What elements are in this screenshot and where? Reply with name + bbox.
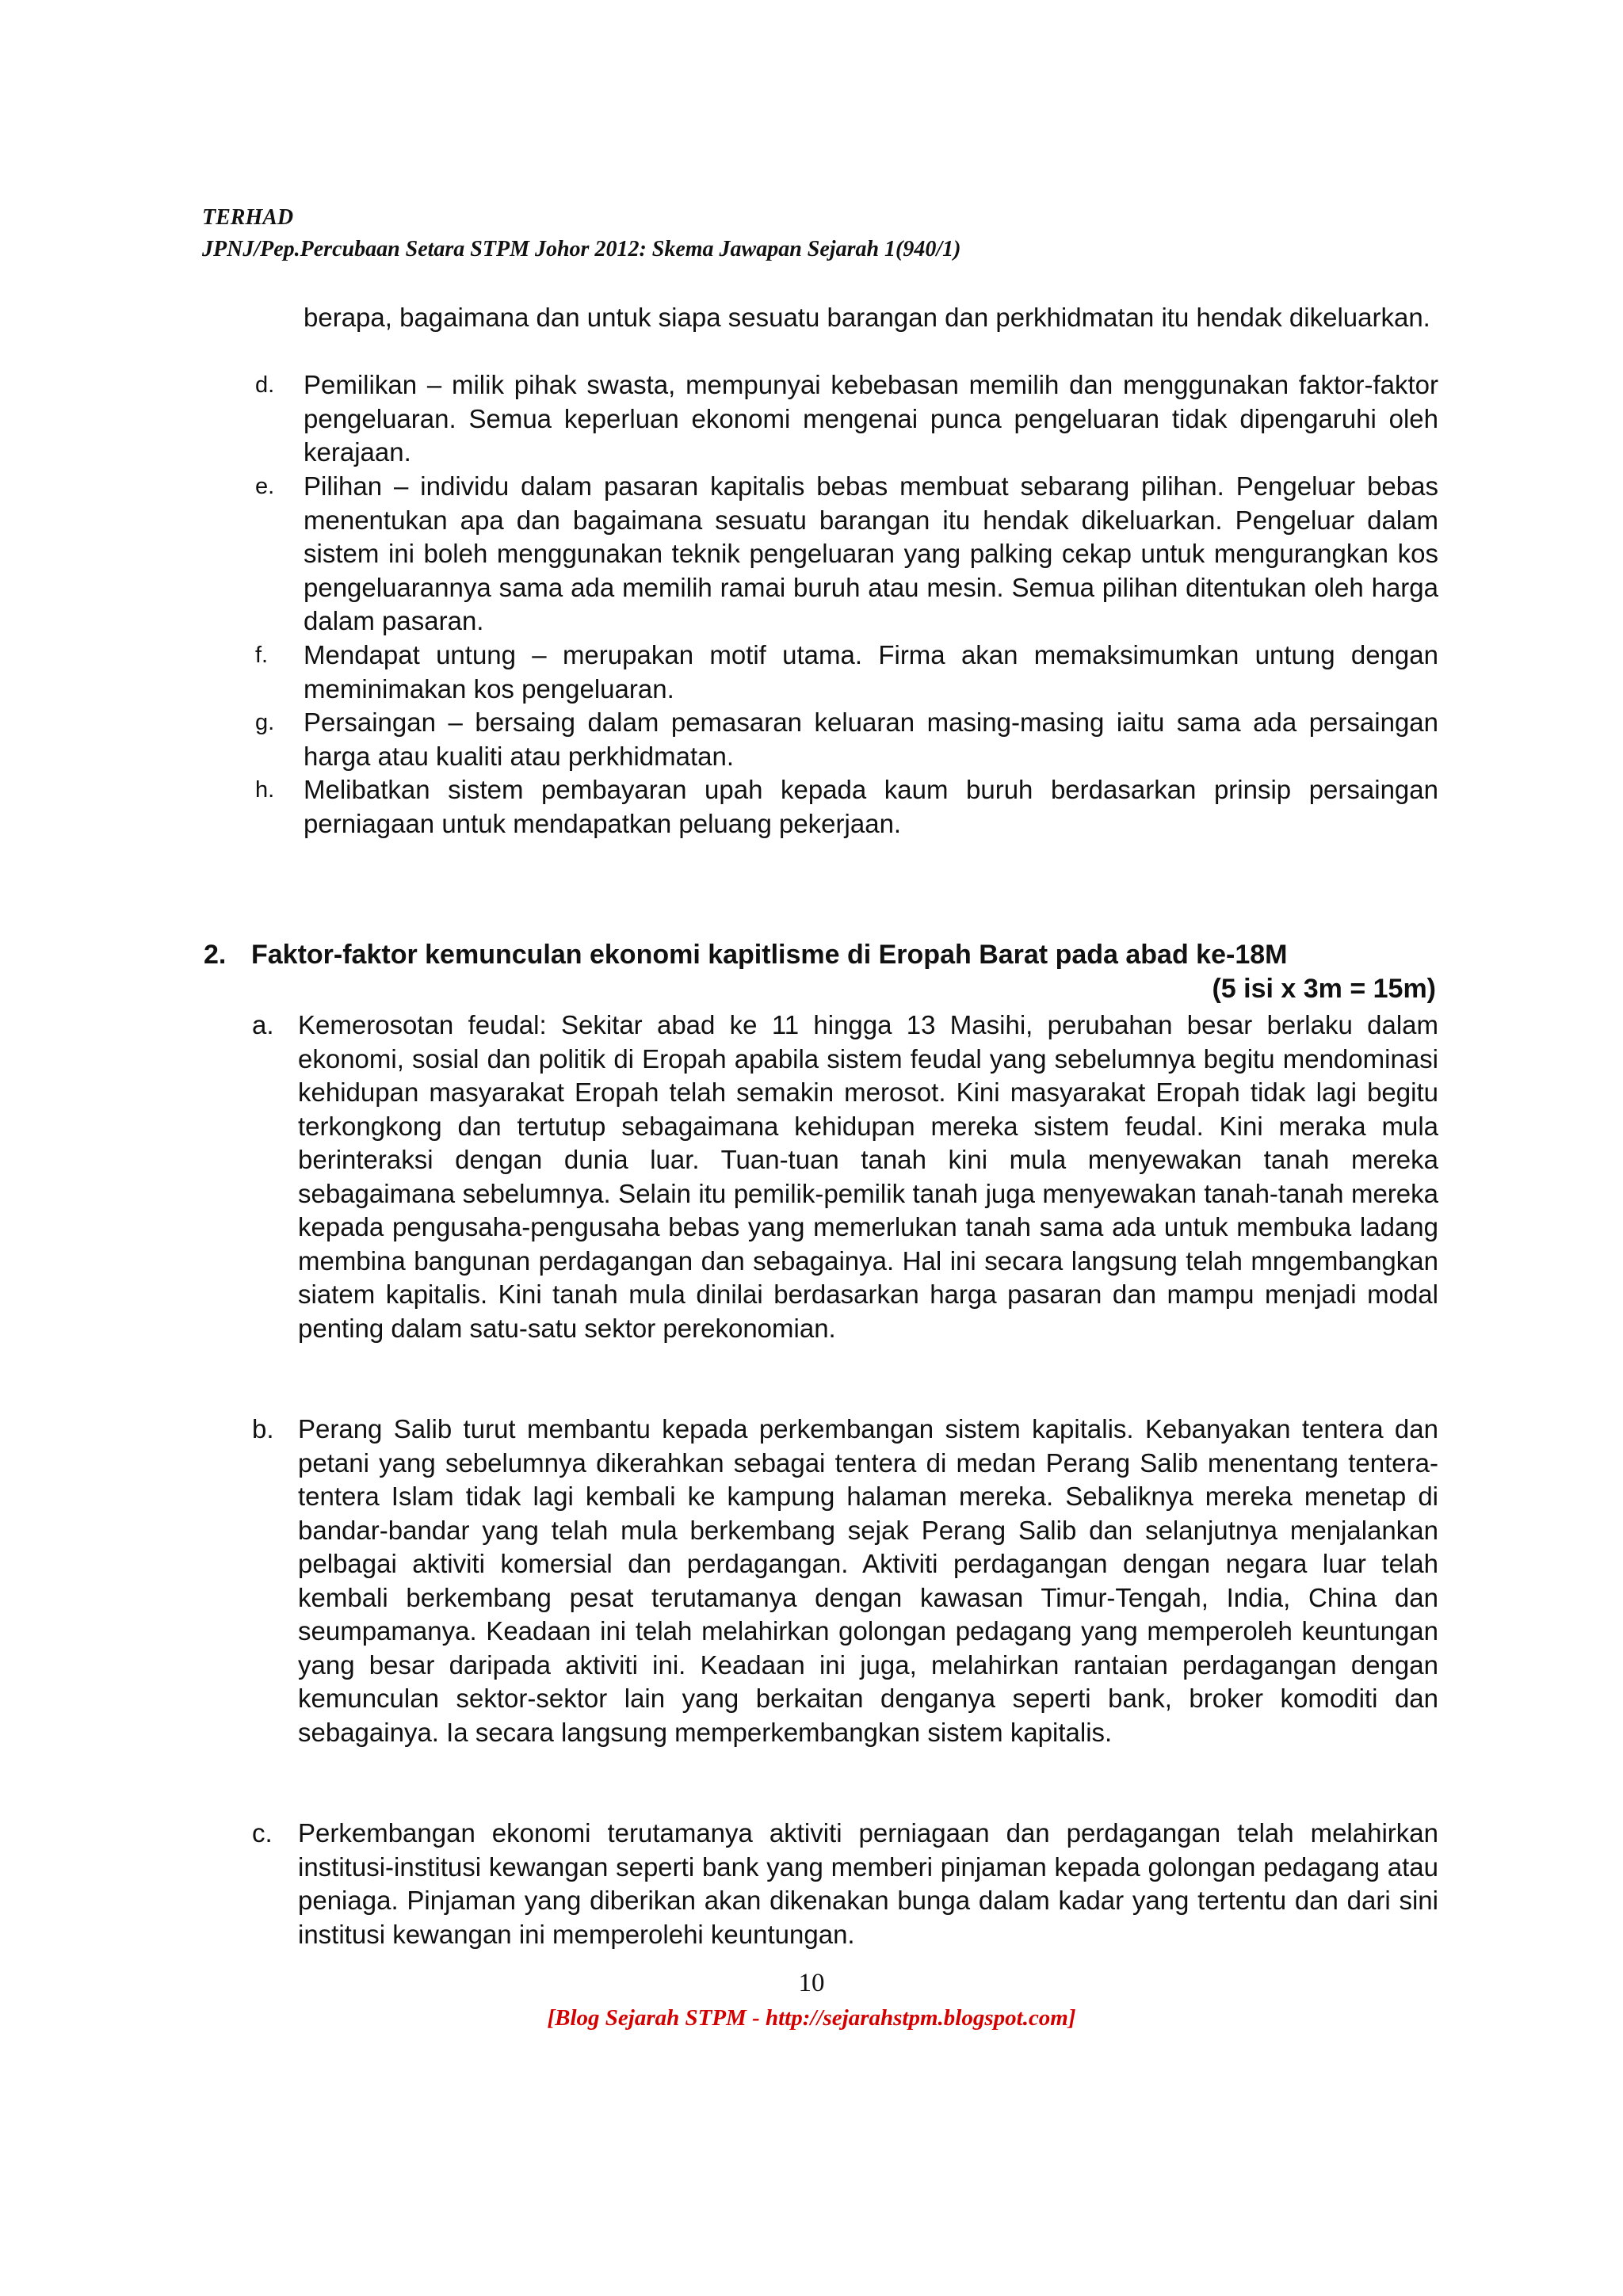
classification-label: TERHAD [202, 205, 294, 230]
list-item-h [255, 773, 1438, 841]
marks-allocation: (5 isi x 3m = 15m) [1212, 974, 1436, 1004]
document-title: JPNJ/Pep.Percubaan Setara STPM Johor 2012: Skema Jawapan Sejarah 1(940/1) [202, 237, 961, 261]
question-title: Faktor-faktor kemunculan ekonomi kapitlisme di Eropah Barat pada abad ke-18M [251, 940, 1288, 970]
list-label: f. [255, 643, 269, 668]
list-text: Pilihan – individu dalam pasaran kapitalis bebas membuat sebarang pilihan. Pengeluar bebas menentukan apa dan bagaimana sesuatu barangan itu hendak dikeluarkan. Pengeluar dalam sistem ini boleh menggunakan teknik pengeluaran yang palking cekap untuk mengurangkan kos pengeluarannya sama ada memilih ramai buruh atau mesin. Semua pilihan ditentukan oleh harga dalam pasaran. [304, 471, 1438, 635]
question-number: 2. [204, 940, 227, 970]
list-text: Persaingan – bersaing dalam pemasaran keluaran masing-masing iaitu sama ada persaingan harga atau kualiti atau perkhidmatan. [304, 707, 1438, 771]
list-text: Melibatkan sistem pembayaran upah kepada kaum buruh berdasarkan prinsip persaingan perniagaan untuk mendapatkan peluang pekerjaan. [304, 775, 1438, 838]
list-label: e. [255, 474, 275, 499]
section-text: Kemerosotan feudal: Sekitar abad ke 11 hingga 13 Masihi, perubahan besar berlaku dalam ekonomi, sosial dan politik di Eropah apabila sistem feudal yang sebelumnya begitu mendominasi kehidupan masyarakat Eropah telah semakin merosot. Kini masyarakat Eropah tidak lagi begitu terkongkong dan tertutup sebagaimana kehidupan mereka sistem feudal. Kini meraka mula berinteraksi dengan dunia luar. Tuan-tuan tanah kini mula menyewakan tanah mereka sebagaimana sebelumnya. Selain itu pemilik-pemilik tanah juga menyewakan tanah-tanah mereka kepada pengusaha-pengusaha bebas yang memerlukan tanah sama ada untuk membuka ladang membina bangunan perdagangan dan sebagainya. Hal ini secara langsung telah mngembangkan siatem kapitalis. Kini tanah mula dinilai berdasarkan harga pasaran dan mampu menjadi modal penting dalam satu-satu sektor perekonomian. [298, 1010, 1438, 1343]
list-item-g [255, 706, 1438, 773]
page-number: 10 [798, 1969, 825, 1997]
section-text: Perkembangan ekonomi terutamanya aktiviti perniagaan dan perdagangan telah melahirkan institusi-institusi kewangan seperti bank yang memberi pinjaman kepada golongan pedagang atau peniaga. Pinjaman yang diberikan akan dikenakan bunga dalam kadar yang tertentu dan dari sini institusi kewangan ini memperolehi keuntungan. [298, 1818, 1438, 1949]
list-item-f [255, 639, 1438, 706]
list-item-d [255, 368, 1438, 470]
question-heading [204, 937, 1438, 972]
list-label: h. [255, 777, 275, 803]
document-header [202, 202, 1438, 265]
section-label: b. [252, 1414, 274, 1444]
section-label: c. [252, 1818, 273, 1848]
section-label: a. [252, 1010, 274, 1039]
section-text: Perang Salib turut membantu kepada perkembangan sistem kapitalis. Kebanyakan tentera dan petani yang sebelumnya dikerahkan sebagai tentera di medan Perang Salib menentang tentera-tentera Islam tidak lagi kembali ke kampung halaman mereka. Sebaliknya mereka menetap di bandar-bandar yang telah mula berkembang sejak Perang Salib dan selanjutnya menjalankan pelbagai aktiviti komersial dan perdagangan. Aktiviti perdagangan dengan negara luar telah kembali berkembang pesat terutamanya dengan kawasan Timur-Tengah, India, China dan seumpamanya. Keadaan ini telah melahirkan golongan pedagang yang memperoleh keuntungan yang besar daripada aktiviti ini. Keadaan ini juga, melahirkan rantaian perdagangan dengan kemunculan sektor-sektor lain yang berkaitan denganya seperti bank, broker komoditi dan sebagainya. Ia secara langsung memperkembangkan sistem kapitalis. [298, 1414, 1438, 1747]
list-text: Mendapat untung – merupakan motif utama. Firma akan memaksimumkan untung dengan meminimakan kos pengeluaran. [304, 640, 1438, 704]
list-text: Pemilikan – milik pihak swasta, mempunyai kebebasan memilih dan menggunakan faktor-faktor pengeluaran. Semua keperluan ekonomi mengenai punca pengeluaran tidak dipengaruhi oleh kerajaan. [304, 370, 1438, 467]
continuation-paragraph: berapa, bagaimana dan untuk siapa sesuatu barangan dan perkhidmatan itu hendak dikeluarkan. [304, 303, 1430, 332]
footer-link[interactable]: [Blog Sejarah STPM - http://sejarahstpm.blogspot.com] [547, 2005, 1076, 2031]
list-label: d. [255, 372, 275, 398]
list-label: g. [255, 710, 275, 735]
list-item-e [255, 470, 1438, 639]
